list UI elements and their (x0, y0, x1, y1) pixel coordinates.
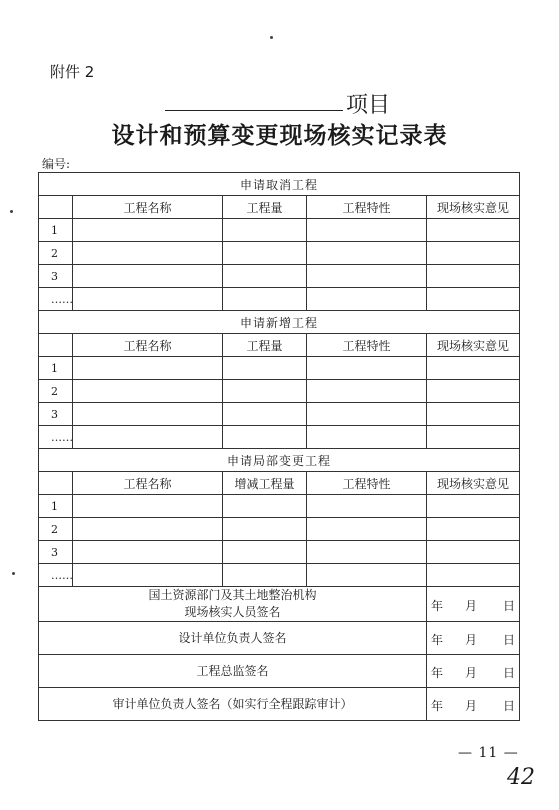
verification-opinion-cell[interactable] (427, 265, 520, 288)
signature-label-line: 设计单位负责人签名 (178, 630, 287, 645)
table-row (39, 357, 520, 380)
row-number: …… (39, 564, 73, 587)
project-name-cell[interactable] (73, 495, 223, 518)
table-row (39, 219, 520, 242)
row-number: 3 (39, 265, 73, 288)
quantity-cell[interactable] (223, 541, 307, 564)
quantity-header: 增减工程量 (223, 472, 307, 495)
date-year-label: 年 (431, 666, 444, 681)
signature-label-line: 现场核实人员签名 (184, 605, 281, 619)
row-number: 2 (39, 242, 73, 265)
section-title-row (39, 311, 520, 334)
verification-opinion-header: 现场核实意见 (427, 196, 520, 219)
quantity-cell[interactable] (223, 242, 307, 265)
characteristics-header: 工程特性 (307, 472, 427, 495)
quantity-cell[interactable] (223, 403, 307, 426)
project-name-cell[interactable] (73, 380, 223, 403)
signature-row (39, 688, 520, 721)
signature-row (39, 655, 520, 688)
scan-speck (10, 210, 13, 213)
project-name-cell[interactable] (73, 403, 223, 426)
scan-speck (12, 572, 15, 575)
verification-opinion-cell[interactable] (427, 518, 520, 541)
serial-number-label: 编号: (42, 157, 71, 171)
table-row (39, 426, 520, 449)
project-name-cell[interactable] (73, 541, 223, 564)
project-name-header: 工程名称 (73, 334, 223, 357)
project-name-cell[interactable] (73, 426, 223, 449)
quantity-cell[interactable] (223, 288, 307, 311)
signature-label (39, 655, 427, 688)
verification-opinion-cell[interactable] (427, 380, 520, 403)
project-name-header: 工程名称 (73, 472, 223, 495)
section-title: 申请局部变更工程 (39, 449, 520, 472)
verification-opinion-cell[interactable] (427, 288, 520, 311)
project-name-cell[interactable] (73, 564, 223, 587)
verification-opinion-header: 现场核实意见 (427, 334, 520, 357)
signature-row (39, 622, 520, 655)
project-name-blank (165, 110, 343, 111)
project-name-header: 工程名称 (73, 196, 223, 219)
signature-label (39, 622, 427, 655)
characteristics-cell[interactable] (307, 357, 427, 380)
row-number: …… (39, 426, 73, 449)
verification-opinion-header: 现场核实意见 (427, 472, 520, 495)
project-name-cell[interactable] (73, 288, 223, 311)
verification-opinion-cell[interactable] (427, 495, 520, 518)
signature-date-cell[interactable] (427, 655, 520, 688)
signature-label (39, 688, 427, 721)
characteristics-cell[interactable] (307, 380, 427, 403)
table-row (39, 380, 520, 403)
scan-speck (270, 36, 273, 39)
characteristics-cell[interactable] (307, 265, 427, 288)
verification-opinion-cell[interactable] (427, 219, 520, 242)
quantity-cell[interactable] (223, 357, 307, 380)
quantity-cell[interactable] (223, 265, 307, 288)
table-row (39, 518, 520, 541)
row-number-header (39, 472, 73, 495)
quantity-cell[interactable] (223, 219, 307, 242)
quantity-cell[interactable] (223, 495, 307, 518)
date-year-label: 年 (431, 633, 444, 648)
header-row (39, 334, 520, 357)
project-suffix: 项目 (346, 93, 391, 118)
signature-label-line: 审计单位负责人签名（如实行全程跟踪审计） (112, 696, 353, 711)
characteristics-cell[interactable] (307, 403, 427, 426)
section-title-row (39, 449, 520, 472)
row-number: 1 (39, 219, 73, 242)
row-number: 2 (39, 518, 73, 541)
project-name-cell[interactable] (73, 242, 223, 265)
verification-record-table (38, 172, 520, 721)
verification-opinion-cell[interactable] (427, 541, 520, 564)
verification-opinion-cell[interactable] (427, 564, 520, 587)
characteristics-header: 工程特性 (307, 334, 427, 357)
quantity-header: 工程量 (223, 196, 307, 219)
quantity-cell[interactable] (223, 380, 307, 403)
quantity-header: 工程量 (223, 334, 307, 357)
attachment-label: 附件 2 (50, 63, 95, 81)
characteristics-cell[interactable] (307, 242, 427, 265)
date-day-label: 日 (503, 599, 516, 614)
row-number: …… (39, 288, 73, 311)
project-name-cell[interactable] (73, 518, 223, 541)
signature-row (39, 587, 520, 622)
signature-date-cell[interactable] (427, 622, 520, 655)
characteristics-cell[interactable] (307, 518, 427, 541)
verification-opinion-cell[interactable] (427, 357, 520, 380)
date-year-label: 年 (431, 599, 444, 614)
handwritten-page-number: 42 (507, 765, 535, 790)
signature-date-cell[interactable] (427, 688, 520, 721)
signature-label-line: 工程总监签名 (196, 663, 269, 678)
quantity-cell[interactable] (223, 518, 307, 541)
date-month-label: 月 (465, 699, 478, 714)
verification-opinion-cell[interactable] (427, 426, 520, 449)
form-title: 设计和预算变更现场核实记录表 (111, 122, 448, 149)
row-number: 1 (39, 495, 73, 518)
characteristics-cell[interactable] (307, 426, 427, 449)
page-number: — 11 — (458, 745, 519, 761)
characteristics-cell[interactable] (307, 541, 427, 564)
verification-opinion-cell[interactable] (427, 242, 520, 265)
date-day-label: 日 (503, 633, 516, 648)
table-row (39, 403, 520, 426)
table-row (39, 564, 520, 587)
header-row (39, 196, 520, 219)
date-month-label: 月 (465, 666, 478, 681)
characteristics-cell[interactable] (307, 288, 427, 311)
header-row (39, 472, 520, 495)
quantity-cell[interactable] (223, 426, 307, 449)
row-number: 2 (39, 380, 73, 403)
date-day-label: 日 (503, 699, 516, 714)
date-month-label: 月 (465, 633, 478, 648)
signature-label-line: 国土资源部门及其土地整治机构 (148, 588, 317, 602)
signature-label (39, 587, 427, 622)
date-year-label: 年 (431, 699, 444, 714)
characteristics-cell[interactable] (307, 495, 427, 518)
row-number-header (39, 196, 73, 219)
row-number: 3 (39, 541, 73, 564)
project-name-cell[interactable] (73, 357, 223, 380)
characteristics-cell[interactable] (307, 564, 427, 587)
verification-opinion-cell[interactable] (427, 403, 520, 426)
section-title-row (39, 173, 520, 196)
signature-date-cell[interactable] (427, 587, 520, 622)
table-row (39, 265, 520, 288)
section-title: 申请新增工程 (39, 311, 520, 334)
project-name-cell[interactable] (73, 219, 223, 242)
table-row (39, 541, 520, 564)
characteristics-header: 工程特性 (307, 196, 427, 219)
table-row (39, 495, 520, 518)
row-number: 1 (39, 357, 73, 380)
section-title: 申请取消工程 (39, 173, 520, 196)
characteristics-cell[interactable] (307, 219, 427, 242)
table-row (39, 242, 520, 265)
row-number: 3 (39, 403, 73, 426)
project-name-cell[interactable] (73, 265, 223, 288)
table-row (39, 288, 520, 311)
date-month-label: 月 (465, 599, 478, 614)
date-day-label: 日 (503, 666, 516, 681)
row-number-header (39, 334, 73, 357)
quantity-cell[interactable] (223, 564, 307, 587)
